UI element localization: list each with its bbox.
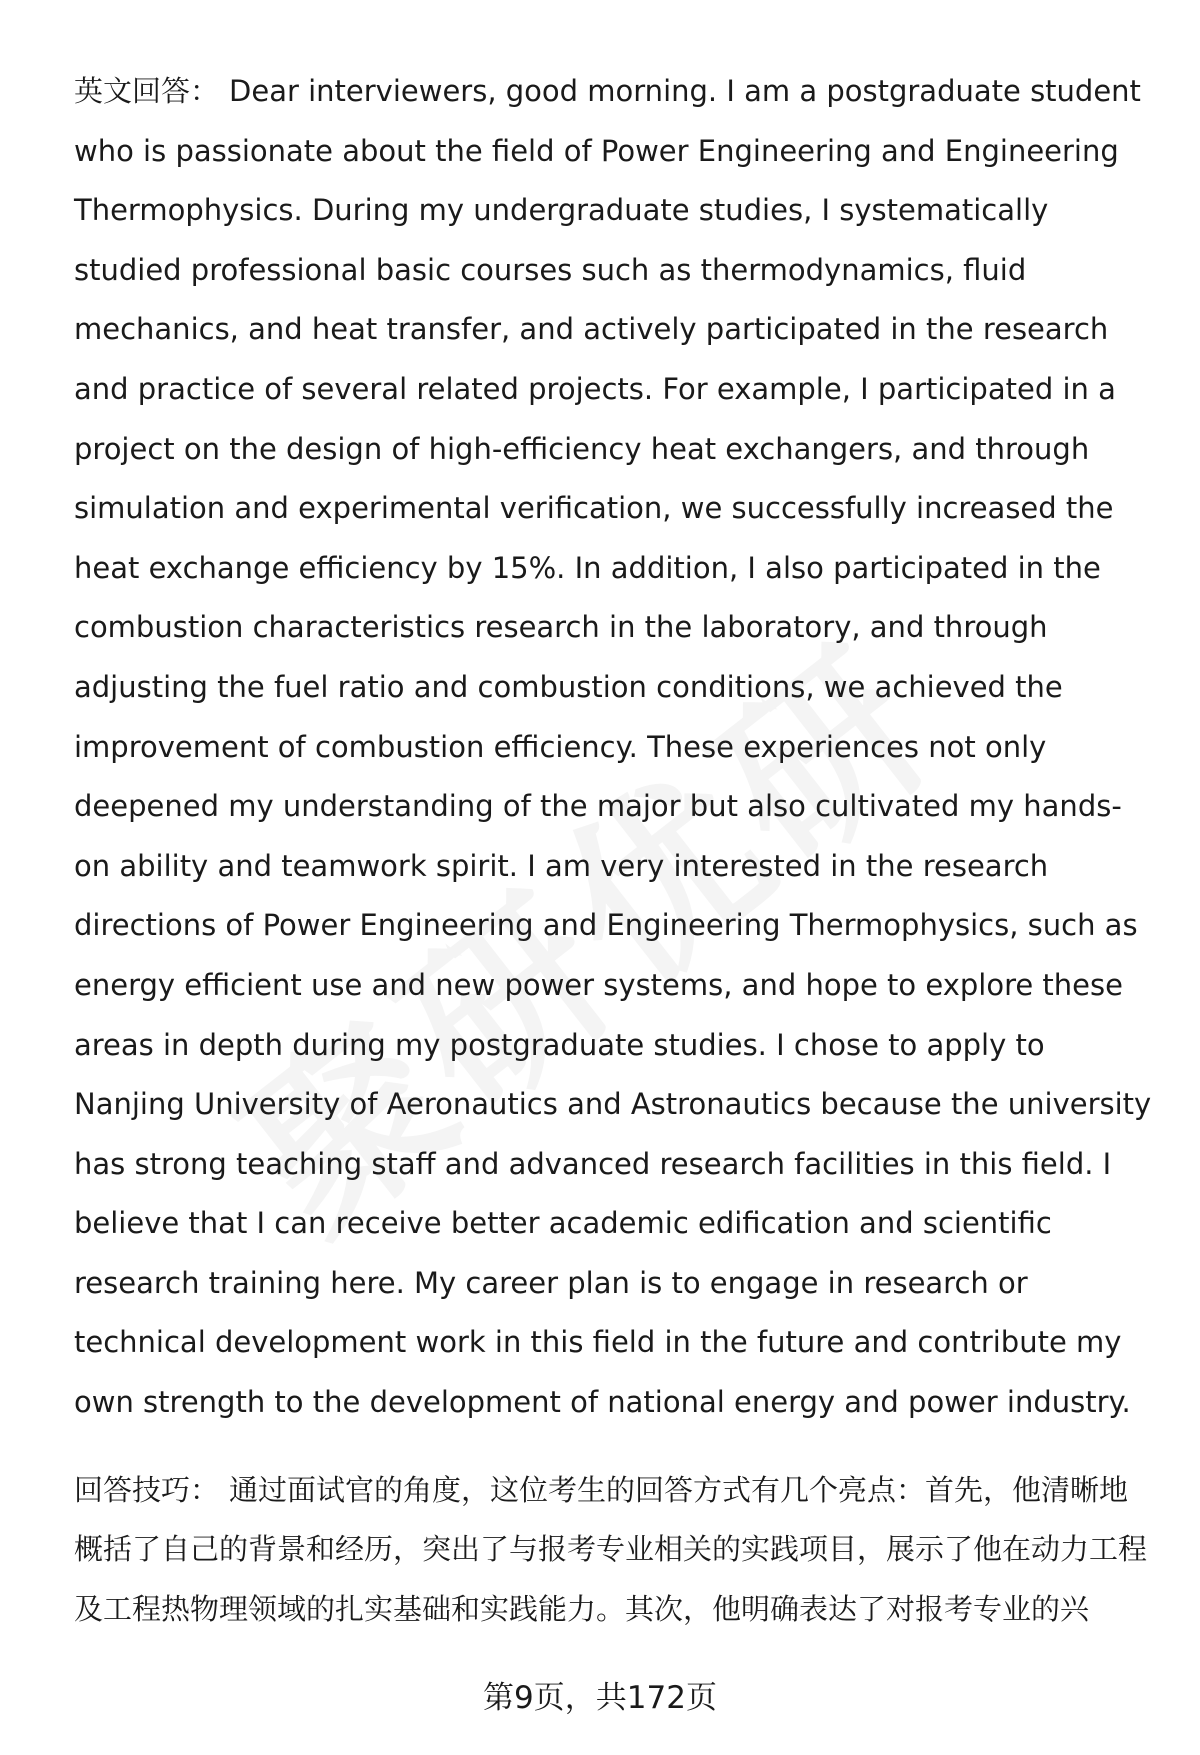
english-answer-label: 英文回答：	[74, 74, 220, 108]
english-answer-paragraph	[74, 62, 1154, 1433]
answer-tips-text: 通过面试官的角度，这位考生的回答方式有几个亮点：首先，他清晰地概括了自己的背景和经历，突出了与报考专业相关的实践项目，展示了他在动力工程及工程热物理领域的扎实基础和实践能力。其次，他明确表达了对报考专业的兴	[74, 1472, 1148, 1626]
answer-tips-paragraph	[74, 1461, 1154, 1640]
english-answer-text: Dear interviewers, good morning. I am a postgraduate student who is passionate about the field of Power Engineering and Engineering Thermophysics. During my undergraduate studies, I systematically studied professional basic courses such as thermodynamics, fluid mechanics, and heat transfer, and actively participated in the research and practice of several related projects. For example, I participated in a project on the design of high-efficiency heat exchangers, and through simulation and experimental verification, we successfully increased the heat exchange efficiency by 15%. In addition, I also participated in the combustion characteristics research in the laboratory, and through adjusting the fuel ratio and combustion conditions, we achieved the improvement of combustion efficiency. These experiences not only deepened my understanding of the major but also cultivated my hands-on ability and teamwork spirit. I am very interested in the research directions of Power Engineering and Engineering Thermophysics, such as energy efficient use and new power systems, and hope to explore these areas in depth during my postgraduate studies. I chose to apply to Nanjing University of Aeronautics and Astronautics because the university has strong teaching staff and advanced research facilities in this field. I believe that I can receive better academic edification and scientific research training here. My career plan is to engage in research or technical development work in this field in the future and contribute my own strength to the development of national energy and power industry.	[74, 74, 1152, 1420]
answer-tips-label: 回答技巧：	[74, 1472, 220, 1507]
document-body	[74, 62, 1154, 1639]
page-number-footer: 第9页，共172页	[483, 1680, 717, 1716]
